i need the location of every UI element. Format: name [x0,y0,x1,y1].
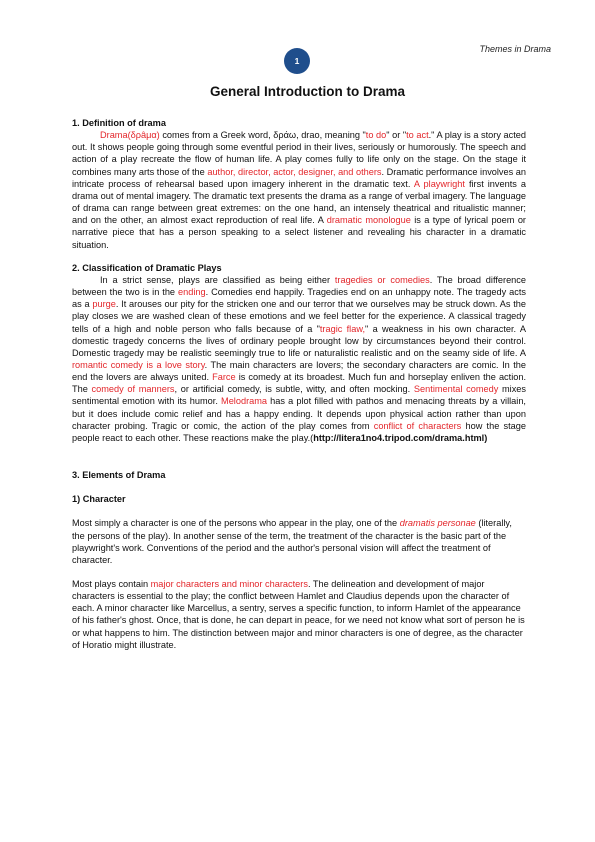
text-run: . The broad difference between the two is in the [72,274,526,298]
text-run: . The delineation and development of major characters is essential to the play; the conflict between Hamlet and Claudius depends upon the character of each. A minor character like Marcellus, a sentry, serves a specific function, to inform Hamlet of the appearance of his father's ghost. Once, that is done, he can depart in peace, for we need not know what sort of person he is or what happens to him. The distinction between major and minor characters is one of degree, as the character of Horatio might illustrate. [72,579,525,650]
highlight-term: ending [177,287,206,298]
text-run: . It arouses our pity for the stricken one and our terror that we ourselves may be struck down. As the play closes we are washed clean of these emotions and we feel better for the experience. A classical tragedy tells of a high and noble person who falls because of a " [72,299,526,334]
highlight-term: Farce [212,372,236,383]
highlight-term: to do [365,130,387,141]
spacer [72,444,526,469]
highlight-term: author, director, actor, designer, and others [207,166,382,177]
document-body [72,117,526,651]
highlight-term: Sentimental comedy [413,384,499,395]
running-header: Themes in Drama [479,44,551,54]
highlight-term: conflict of characters [373,420,462,431]
subsection-heading-character: 1) Character [72,494,126,505]
text-run: Most plays contain [72,579,151,589]
text-run: has a plot filled with pathos and menacing threats by a villain, but it does include comic relief and has a happy ending. It depends upon physical action rather than upon character probing. Tragic or comic, the action of the play comes from [72,396,526,431]
spacer [72,566,526,578]
text-run: (literally, the persons of the play). In another sense of the term, the treatment of the character is the basic part of the playwright's work. Conventions of the period and the author's personal vision will affect the treatment of character. [72,518,512,565]
text-run: first invents a drama out of mental imagery. The dramatic text presents the drama as a range of verbal imagery. The language of drama can range between great extremes: on the one hand, an intensely theatrical and ritualistic manner; and on the other, an almost exact reproduction of real life. A [72,178,526,226]
text-run: . Dramatic performance involves an intricate process of rehearsal based upon imagery inherent in the dramatic text. [72,166,527,189]
paragraph-character-definition [72,517,526,566]
text-run: is comedy at its broadest. Much fun and horseplay enliven the action. The [72,372,527,395]
spacer [72,481,526,493]
text-run: . The main characters are lovers; the secondary characters are comic. In the end the lovers are always united. [72,359,526,383]
paragraph-classification [72,274,526,444]
highlight-term: tragedies or comedies [334,274,430,285]
paragraph-definition [72,129,526,251]
source-url: http://litera1no4.tripod.com/drama.html [313,432,485,443]
text-run: . Comedies end happily. Tragedies end on an unhappy note. The tragedy acts as a [72,287,526,310]
text-run: how the stage people react to each other. These reactions make the play.( [72,420,526,443]
highlight-term: to act [406,130,429,141]
text-run: is a type of lyrical poem or narrative piece that has a person speaking to a select listener and revealing his character in a dramatic situation. [72,215,526,250]
paragraph-major-minor [72,578,526,651]
text-run: mixes sentimental emotion with its humor. [72,384,527,407]
section-heading-elements: 3. Elements of Drama [72,470,166,481]
text-run: ." A play is a story acted out. It shows people going through some eventful period in their lives, seriously or humorously. The speech and action of a play recreate the flow of human life. A play comes fully to life only on the stage. On the stage it combines many arts those of the [72,130,526,177]
page-number-badge: 1 [284,48,310,74]
highlight-term: dramatis personae [399,518,476,529]
highlight-term: purge [92,299,116,310]
section-heading-classification: 2. Classification of Dramatic Plays [72,262,222,273]
spacer [72,505,526,517]
text-run: ) [484,432,488,443]
text-run: comes from a Greek word, δράω, drao, meaning " [159,130,366,141]
text-run: " a weakness in his own character. A domestic tragedy concerns the lives of ordinary people brought low by circumstances beyond their control. Domestic tragedy may be realistic seemingly true to life or naturalistic realistic and on the seamy side of life. A [72,323,527,358]
highlight-term: major characters and minor characters [150,579,308,589]
text-run: , or artificial comedy, is subtle, witty, and often mocking. [174,384,414,395]
highlight-term: Drama(δρâμα) [100,130,160,141]
highlight-term: dramatic monologue [326,215,411,226]
highlight-term: tragic flaw, [319,323,366,334]
highlight-term: Melodrama [221,396,268,407]
section-heading-definition: 1. Definition of drama [72,118,166,128]
text-run: " or " [386,130,407,141]
document-title: General Introduction to Drama [209,84,406,99]
text-run: In a strict sense, plays are classified as being either [100,274,335,285]
highlight-term: comedy of manners [91,384,175,395]
highlight-term: A playwright [413,178,465,189]
highlight-term: romantic comedy is a love story [72,359,205,370]
spacer [72,251,526,262]
text-run: Most simply a character is one of the persons who appear in the play, one of the [72,518,400,529]
